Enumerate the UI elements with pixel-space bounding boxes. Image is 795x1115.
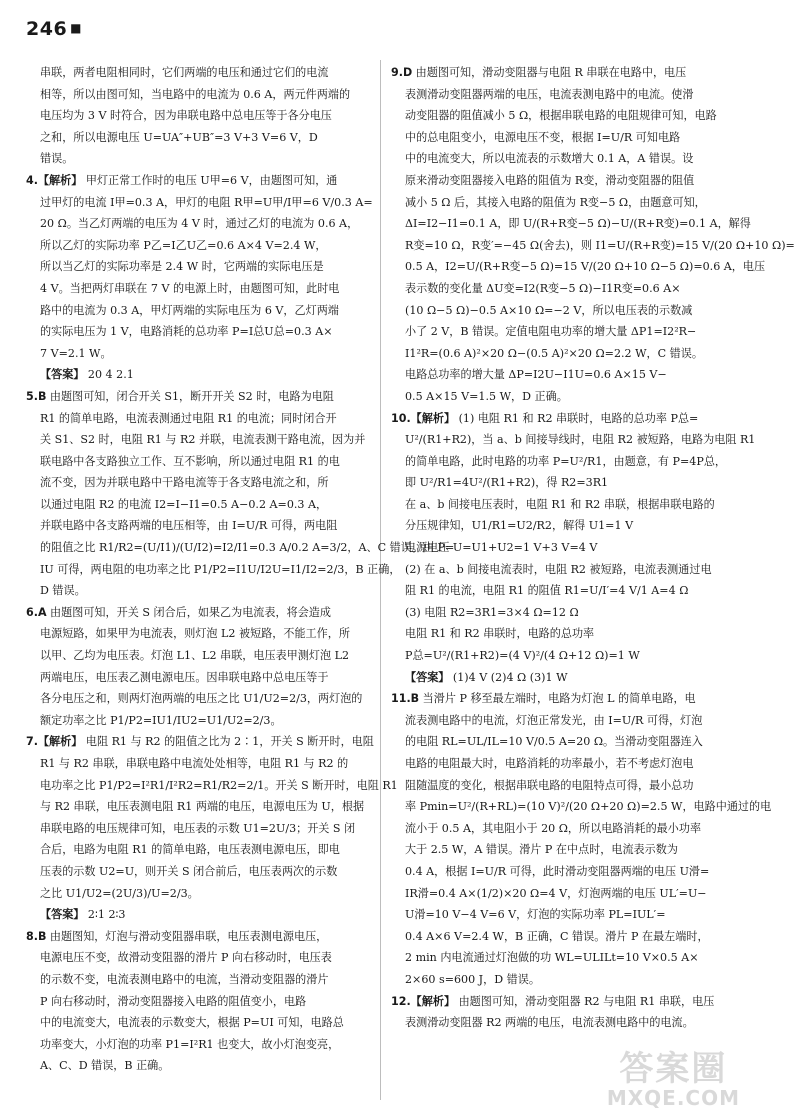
answer-tag: B [37,389,47,403]
text-line [391,710,727,732]
text-line [391,148,727,170]
text-line [391,429,756,451]
text-line [26,127,370,149]
text-line [26,451,370,473]
line-text: D 错误。 [40,584,86,598]
line-text: 功率变大，小灯泡的功率 P1=I²R1 也变大，故小灯泡变亮， [40,1037,340,1051]
page-number: 246 ■ [26,18,83,40]
text-line [26,645,370,667]
text-line [391,904,727,926]
text-line [26,343,370,365]
line-text: 电阻 R1 与 R2 的阻值之比为 2∶1，开关 S 断开时，电阻 [82,735,374,749]
text-line [26,537,455,559]
question-number: 6. [26,605,38,619]
line-text: 流不变，因为并联电路中干路电流等于各支路电流之和，所 [40,476,329,490]
line-text: 原来滑动变阻器接入电路的阻值为 R变，滑动变阻器的阻值 [405,173,695,187]
line-text: 电源电压不变，故滑动变阻器的滑片 P 向右移动时，电压表 [40,951,332,965]
answer-tag: 【解析】 [410,411,456,425]
text-line [26,623,370,645]
text-line [26,105,370,127]
question-number: 4. [26,173,38,187]
line-text: 中的电流变大，所以电流表的示数增大 0.1 A，A 错误。设 [405,152,694,166]
text-line [26,62,370,84]
line-text: 减小 5 Ω 后，其接入电路的阻值为 R变−5 Ω，由题意可知， [405,195,706,209]
text-line [26,192,373,214]
line-text: 的实际电压为 1 V，电路消耗的总功率 P=I总U总=0.3 A× [40,325,333,339]
text-line [391,969,727,991]
text-line [391,731,727,753]
line-text: 由题图可知，滑动变阻器 R2 与电阻 R1 串联，电压 [455,994,715,1008]
text-line [391,300,727,322]
text-line [26,1034,370,1056]
answer-tag: D [402,66,413,79]
line-text: 20 4 2.1 [84,368,134,382]
answer-tag: 【解析】 [410,994,456,1008]
text-line [391,235,795,257]
text-line [26,969,370,991]
line-text: IU 可得，两电阻的电功率之比 P1/P2=I1U/I2U=I1/I2=2/3，B 正确， [40,562,401,576]
line-text: 4 V。当把两灯串联在 7 V 的电源上时，由题图可知，此时电 [40,281,340,295]
line-text: 表示数的变化量 ΔU变=I2(R变−5 Ω)−I1R变=0.6 A× [405,281,681,295]
line-text: 之和，所以电源电压 U=UA″+UB″=3 V+3 V=6 V，D [40,130,318,144]
line-text: P总=U²/(R1+R2)=(4 V)²/(4 Ω+12 Ω)=1 W [405,649,640,663]
text-line [26,472,370,494]
text-line [26,515,370,537]
text-line [391,170,727,192]
text-line [391,947,727,969]
text-line [26,429,370,451]
text-line [26,861,370,883]
text-line [26,559,401,581]
line-text: A、C、D 错误，B 正确。 [40,1059,170,1073]
text-line [26,235,370,257]
line-text: 之比 U1/U2=(2U/3)/U=2/3。 [40,886,199,900]
line-text: 串联，两者电阻相同时，它们两端的电压和通过它们的电流 [40,66,329,79]
line-text: 中的电流变大，电流表的示数变大，根据 P=UI 可知，电路总 [40,1016,344,1030]
text-line [391,839,727,861]
line-text: 电路总功率的增大量 ΔP=I2U−I1U=0.6 A×15 V− [405,368,667,382]
line-text: 由题图可知，滑动变阻器与电阻 R 串联在电路中，电压 [412,66,687,79]
text-line [26,947,370,969]
line-text: 表测滑动变阻器两端的电压，电流表测电路中的电流。使滑 [405,87,694,101]
line-text: 过甲灯的电流 I甲=0.3 A，甲灯的电阻 R甲=U甲/I甲=6 V/0.3 A= [40,195,373,209]
text-line [26,213,370,235]
text-line [26,796,370,818]
text-line [391,623,727,645]
text-line [391,515,727,537]
line-text: 的电阻 RL=UL/IL=10 V/0.5 A=20 Ω。当滑动变阻器连入 [405,735,703,749]
line-text: 0.4 A，根据 I=U/R 可得，此时滑动变阻器两端的电压 U滑= [405,864,710,878]
text-line [26,667,370,689]
text-line [26,753,370,775]
line-text: 0.5 A，I2=U/(R+R变−5 Ω)=15 V/(20 Ω+10 Ω−5 Ω)=0.6 A，电压 [405,260,766,274]
line-text: 电源短路，如果甲为电流表，则灯泡 L2 被短路，不能工作，所 [40,627,350,641]
text-line [26,256,370,278]
line-text: 与 R2 串联，电压表测电阻 R1 两端的电压，电源电压为 U，根据 [40,800,365,814]
line-text: 即 U²/R1=4U²/(R1+R2)，得 R2=3R1 [405,476,609,490]
text-line [391,364,727,386]
text-line [391,667,727,689]
text-line [391,256,766,278]
line-text: I1²R=(0.6 A)²×20 Ω−(0.5 A)²×20 Ω=2.2 W，C 错误。 [405,346,703,360]
line-text: 7 V=2.1 W。 [40,346,112,360]
text-line [26,688,370,710]
line-text: (1)4 V (2)4 Ω (3)1 W [449,670,568,684]
text-line [26,710,370,732]
text-line [391,537,727,559]
answer-tag: B [37,929,47,943]
text-line [26,84,370,106]
text-line [26,300,370,322]
text-line [26,1055,370,1077]
text-line [391,580,727,602]
text-line [391,926,727,948]
line-text: U²/(R1+R2)，当 a、b 间接导线时，电阻 R2 被短路，电路为电阻 R1 [405,433,756,447]
line-text: 关 S1、S2 时，电阻 R1 与 R2 并联，电流表测干路电流，因为并 [40,433,366,447]
line-text: 表测滑动变阻器 R2 两端的电压，电流表测电路中的电流。 [405,1016,694,1030]
text-line [391,472,727,494]
line-text: IR滑=0.4 A×(1/2)×20 Ω=4 V，灯泡两端的电压 UL′=U− [405,886,707,900]
text-line [26,904,370,926]
text-line [391,688,727,710]
question-number: 11. [391,692,411,706]
line-text: (1) 电阻 R1 和 R2 串联时，电路的总功率 P总= [455,411,699,425]
line-text: 两端电压，电压表乙测电源电压。因串联电路中总电压等于 [40,670,329,684]
line-text: 以甲、乙均为电压表。灯泡 L1、L2 串联，电压表甲测灯泡 L2 [40,649,350,663]
line-text: 错误。 [40,152,74,166]
line-text: 电阻 R1 和 R2 串联时，电路的总功率 [405,627,595,641]
text-line [391,818,727,840]
text-line [391,602,727,624]
watermark-logo: 答案圈 MXQE.COM [606,1049,740,1110]
line-text: 相等，所以由图可知，当电路中的电流为 0.6 A，两元件两端的 [40,87,351,101]
line-text: 所以当乙灯的实际功率是 2.4 W 时，它两端的实际电压是 [40,260,324,274]
text-line [26,278,370,300]
line-text: R1 与 R2 串联，串联电路中电流处处相等，电阻 R1 与 R2 的 [40,757,349,770]
line-text: 流表测电路中的电流，灯泡正常发光，由 I=U/R 可得，灯泡 [405,713,703,727]
text-line [391,213,751,235]
text-line [391,127,727,149]
text-line [391,796,772,818]
line-text: 电功率之比 P1/P2=I²R1/I²R2=R1/R2=2/1。开关 S 断开时，电阻 R1 [40,778,398,792]
text-line [391,105,727,127]
line-text: 动变阻器的阻值减小 5 Ω，根据串联电路的电阻规律可知，电路 [405,109,717,123]
text-line [26,364,370,386]
line-text: 压表的示数 U2=U，则开关 S 闭合前后，电压表两次的示数 [40,864,338,878]
line-text: ΔI=I2−I1=0.1 A，即 U/(R+R变−5 Ω)−U/(R+R变)=0.1 A，解得 [405,217,751,231]
text-line [391,192,727,214]
line-text: 各分电压之和，则两灯泡两端的电压之比 U1/U2=2/3，两灯泡的 [40,692,363,706]
line-text: 阻随温度的变化，根据串联电路的电阻特点可得，最小总功 [405,778,694,792]
line-text: (10 Ω−5 Ω)−0.5 A×10 Ω=−2 V，所以电压表的示数减 [405,303,693,317]
line-text: 串联电路的电压规律可知，电压表的示数 U1=2U/3；开关 S 闭 [40,821,356,835]
text-line [26,408,370,430]
text-line [26,883,370,905]
line-text: 由题图知，灯泡与滑动变阻器串联，电压表测电源电压， [46,929,328,943]
text-line [26,148,370,170]
text-line [391,386,727,408]
text-line [391,278,727,300]
text-line [391,775,727,797]
line-text: 电压均为 3 V 时符合，因为串联电路中总电压等于各分电压 [40,109,332,123]
line-text: 流小于 0.5 A，其电阻小于 20 Ω，所以电路消耗的最小功率 [405,821,702,835]
right-column [391,62,795,1034]
answer-tag: B [410,692,420,706]
text-line [26,731,374,753]
line-text: 阻 R1 的电流，电阻 R1 的阻值 R1=U/I′=4 V/1 A=4 Ω [405,584,689,598]
line-text: 联电路中各支路独立工作、互不影响，所以通过电阻 R1 的电 [40,454,340,468]
line-text: R变=10 Ω，R变′=−45 Ω(舍去)，则 I1=U/(R+R变)=15 V/(20 Ω+10 Ω)= [405,238,795,252]
line-text: 分压规律知，U1/R1=U2/R2，解得 U1=1 V [405,519,634,533]
question-number: 7. [26,735,38,749]
text-line [391,991,727,1013]
answer-tag: 【答案】 [40,368,85,382]
line-text: 甲灯正常工作时的电压 U甲=6 V，由题图可知，通 [82,173,338,187]
text-line [391,321,727,343]
line-text: 率 Pmin=U²/(R+RL)=(10 V)²/(20 Ω+20 Ω)=2.5 W，电路中通过的电 [405,800,772,814]
text-line [391,883,727,905]
text-line [26,839,370,861]
answer-tag: A [37,605,47,619]
line-text: U滑=10 V−4 V=6 V，灯泡的实际功率 PL=IUL′= [405,908,666,922]
text-line [391,494,727,516]
text-line [26,321,370,343]
text-line [391,753,727,775]
answer-tag: 【答案】 [405,670,450,684]
text-line [391,861,727,883]
line-text: (3) 电阻 R2=3R1=3×4 Ω=12 Ω [405,605,579,619]
answer-tag: 【解析】 [37,735,83,749]
text-line [391,343,727,365]
line-text: P 向右移动时，滑动变阻器接入电路的阻值变小，电路 [40,994,307,1008]
line-text: 当滑片 P 移至最左端时，电路为灯泡 L 的简单电路，电 [419,692,696,706]
text-line [391,451,727,473]
answer-tag: 【解析】 [37,173,83,187]
line-text: R1 的简单电路，电流表测通过电阻 R1 的电流；同时闭合开 [40,411,337,425]
text-line [391,559,727,581]
text-line [26,991,370,1013]
line-text: 并联电路中各支路两端的电压相等，由 I=U/R 可得，两电阻 [40,519,338,533]
text-line [391,408,727,430]
text-line [391,62,727,84]
line-text: 额定功率之比 P1/P2=IU1/IU2=U1/U2=2/3。 [40,713,282,727]
line-text: 的示数不变，电流表测电路中的电流，当滑动变阻器的滑片 [40,972,329,986]
line-text: 0.4 A×6 V=2.4 W，B 正确，C 错误。滑片 P 在最左端时， [405,929,709,943]
line-text: 合后，电路为电阻 R1 的简单电路，电压表测电源电压，即电 [40,843,340,857]
text-line [26,775,398,797]
line-text: 路中的电流为 0.3 A，甲灯两端的实际电压为 6 V，乙灯两端 [40,303,339,317]
text-line [391,645,727,667]
text-line [391,1012,727,1034]
question-number: 5. [26,389,38,403]
line-text: 中的总电阻变小，电源电压不变，根据 I=U/R 可知电路 [405,130,681,144]
text-line [26,494,370,516]
line-text: 电路的电阻最大时，电路消耗的功率最小，若不考虑灯泡电 [405,757,694,770]
question-number: 8. [26,929,38,943]
line-text: 电源电压 U=U1+U2=1 V+3 V=4 V [405,541,598,555]
line-text: 的简单电路，此时电路的功率 P=U²/R1，由题意，有 P=4P总， [405,454,727,468]
text-line [26,386,370,408]
line-text: 0.5 A×15 V=1.5 W，D 正确。 [405,389,568,403]
text-line [26,170,370,192]
question-number: 9. [391,66,403,79]
text-line [26,602,370,624]
line-text: (2) 在 a、b 间接电流表时，电阻 R2 被短路，电流表测通过电 [405,562,712,576]
line-text: 20 Ω。当乙灯两端的电压为 4 V 时，通过乙灯的电流为 0.6 A， [40,217,359,231]
text-line [26,818,370,840]
line-text: 所以乙灯的实际功率 P乙=I乙U乙=0.6 A×4 V=2.4 W， [40,238,327,252]
line-text: 由题图可知，闭合开关 S1，断开开关 S2 时，电路为电阻 [46,389,334,403]
line-text: 在 a、b 间接电压表时，电阻 R1 和 R2 串联，根据串联电路的 [405,497,715,511]
answer-tag: 【答案】 [40,908,85,922]
line-text: 的阻值之比 R1/R2=(U/I1)/(U/I2)=I2/I1=0.3 A/0.2 A=3/2，A、C 错误。由 P= [40,541,455,555]
line-text: 2∶1 2∶3 [84,908,126,922]
text-line [26,580,370,602]
line-text: 2 min 内电流通过灯泡做的功 WL=ULILt=10 V×0.5 A× [405,951,699,965]
question-number: 10. [391,411,411,425]
text-line [26,926,370,948]
text-line [26,1012,370,1034]
line-text: 小了 2 V，B 错误。定值电阻电功率的增大量 ΔP1=I2²R− [405,325,697,339]
line-text: 以通过电阻 R2 的电流 I2=I−I1=0.5 A−0.2 A=0.3 A， [40,497,328,511]
question-number: 12. [391,994,411,1008]
text-line [391,84,727,106]
line-text: 大于 2.5 W，A 错误。滑片 P 在中点时，电流表示数为 [405,843,678,857]
line-text: 由题图可知，开关 S 闭合后，如果乙为电流表，将会造成 [46,605,331,619]
line-text: 2×60 s=600 J，D 错误。 [405,972,540,986]
